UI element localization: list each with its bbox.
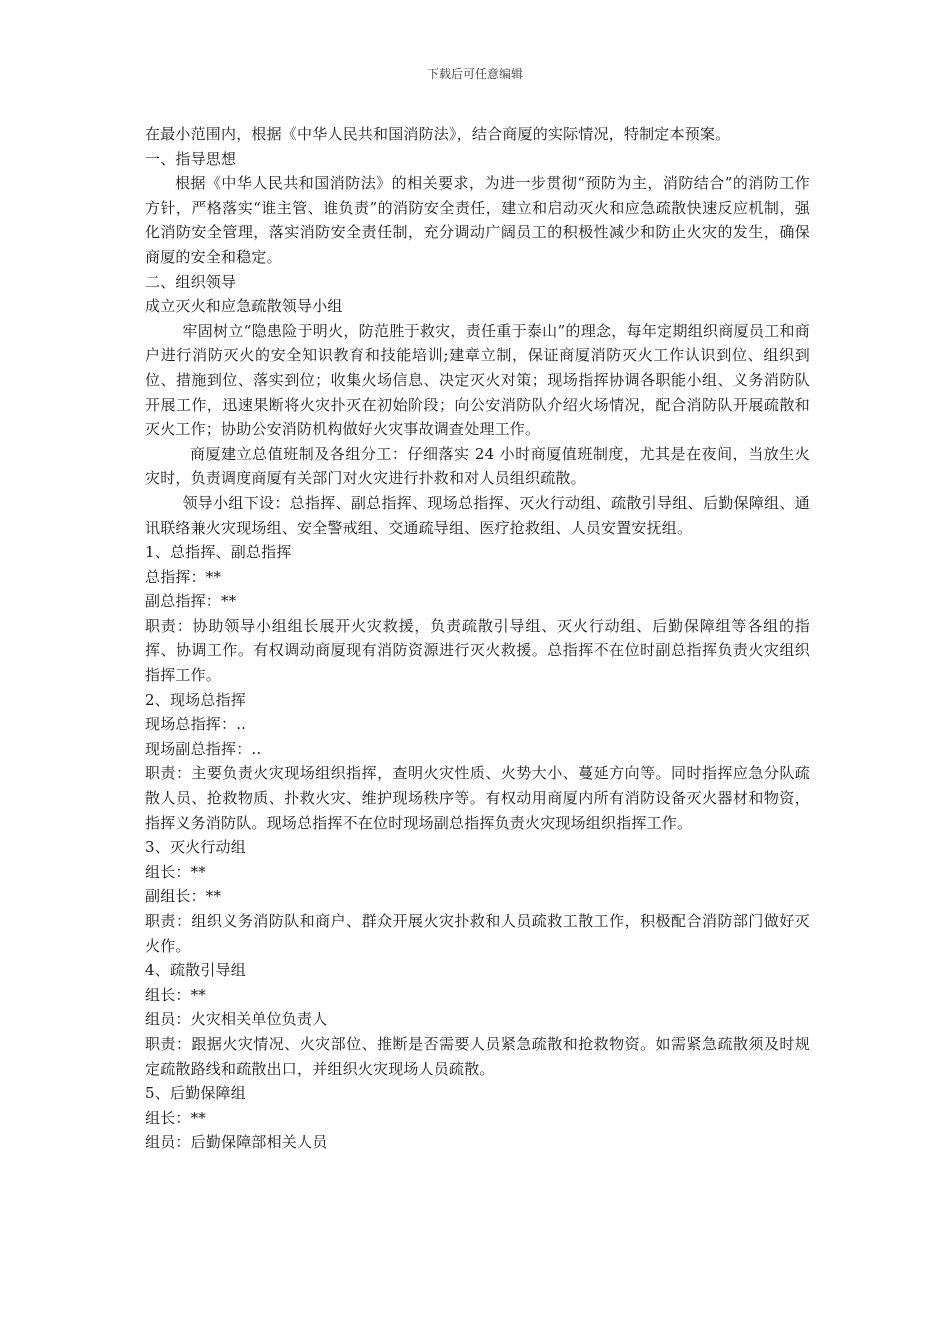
firefighting-group-duties: 职责：组织义务消防队和商户、群众开展火灾扑救和人员疏救工散工作，积极配合消防部门做好灭火作。 [145, 912, 810, 955]
item-heading-site-commander: 2、现场总指挥 [145, 690, 246, 709]
site-commander-duties: 职责：主要负责火灾现场组织指挥，查明火灾性质、火势大小、蔓延方向等。同时指挥应急分队疏散人员、抢救物质、扑救火灾、维护现场秩序等。有权动用商厦内所有消防设备灭火器材和物资，指挥义务消防队。现场总指挥不在位时现场副总指挥负责火灾现场组织指挥工作。 [145, 764, 810, 832]
paragraph-leading-group-duties: 牢固树立“隐患险于明火，防范胜于救灾，责任重于泰山”的理念，每年定期组织商厦员工和商户进行消防灭火的安全知识教育和技能培训;建章立制，保证商厦消防灭火工作认识到位、组织到位、措施到位、落实到位；收集火场信息、决定灭火对策；现场指挥协调各职能小组、义务消防队开展工作，迅速果断将火灾扑灭在初始阶段；向公安消防队介绍火场情况，配合消防队开展疏散和灭火工作；协助公安消防机构做好火灾事故调查处理工作。 [145, 321, 810, 439]
item-heading-firefighting-group: 3、灭火行动组 [145, 838, 246, 857]
section-heading-guiding-thought: 一、指导思想 [145, 149, 237, 168]
document-body [145, 122, 810, 1155]
logistics-group-members: 组员：后勤保障部相关人员 [145, 1133, 328, 1152]
paragraph-intro: 在最小范围内，根据《中华人民共和国消防法》，结合商厦的实际情况，特制定本预案。 [145, 125, 731, 143]
paragraph-duty-system: 商厦建立总值班制及各组分工：仔细落实 24 小时商厦值班制度，尤其是在夜间，当放生火灾时，负责调度商厦有关部门对火灾进行扑救和对人员组织疏散。 [145, 444, 810, 488]
evacuation-group-duties: 职责：跟据火灾情况、火灾部位、推断是否需要人员紧急疏散和抢救物资。如需紧急疏散须及时规定疏散路线和疏散出口，并组织火灾现场人员疏散。 [145, 1034, 810, 1078]
paragraph-group-list: 领导小组下设：总指挥、副总指挥、现场总指挥、灭火行动组、疏散引导组、后勤保障组、通讯联络兼火灾现场组、安全警戒组、交通疏导组、医疗抢救组、人员安置安抚组。 [145, 493, 810, 537]
item-heading-commander: 1、总指挥、副总指挥 [145, 543, 292, 562]
evacuation-group-members: 组员：火灾相关单位负责人 [145, 1010, 328, 1029]
site-deputy-commander-name: 现场副总指挥：.. [145, 739, 262, 758]
firefighting-group-deputy: 副组长：** [145, 887, 222, 906]
page-header-note: 下载后可任意编辑 [426, 67, 523, 81]
evacuation-group-leader: 组长：** [145, 985, 207, 1004]
site-commander-name: 现场总指挥：.. [145, 715, 247, 734]
firefighting-group-leader: 组长：** [145, 862, 207, 881]
item-heading-logistics-group: 5、后勤保障组 [145, 1084, 246, 1103]
subheading-leading-group: 成立灭火和应急疏散领导小组 [145, 297, 343, 316]
logistics-group-leader: 组长：** [145, 1108, 207, 1127]
paragraph-guiding-thought: 根据《中华人民共和国消防法》的相关要求，为进一步贯彻“预防为主，消防结合”的消防工作方针，严格落实“谁主管、谁负责”的消防安全责任，建立和启动灭火和应急疏散快速反应机制，强化消防安全管理，落实消防安全责任制，充分调动广阔员工的积极性减少和防止火灾的发生，确保商厦的安全和稳定。 [145, 174, 810, 266]
deputy-commander-name: 副总指挥：** [145, 592, 237, 611]
section-heading-organization: 二、组织领导 [145, 272, 237, 291]
item-heading-evacuation-group: 4、疏散引导组 [145, 961, 246, 980]
commander-name: 总指挥：** [145, 567, 222, 586]
commander-duties: 职责：协助领导小组组长展开火灾救援，负责疏散引导组、灭火行动组、后勤保障组等各组的指挥、协调工作。有权调动商厦现有消防资源进行灭火救援。总指挥不在位时副总指挥负责火灾组织指挥工作。 [145, 616, 810, 685]
